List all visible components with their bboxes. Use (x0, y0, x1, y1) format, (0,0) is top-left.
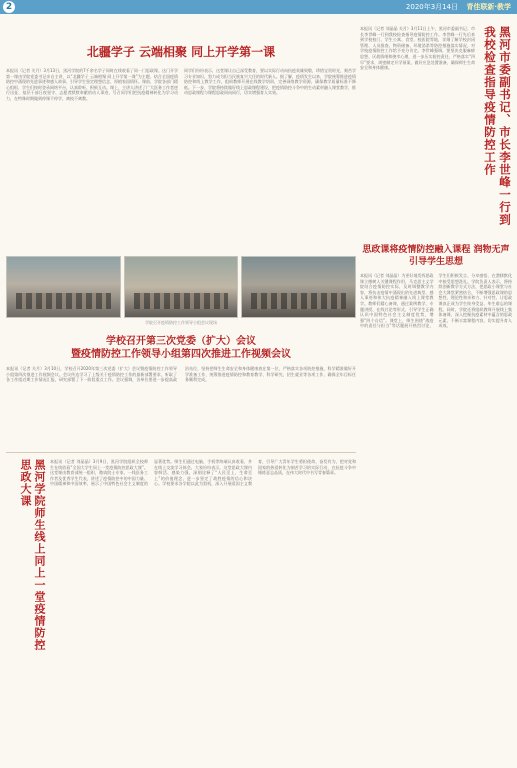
meeting-photo (124, 256, 239, 318)
article-title: 思政课将疫情防控融入课程 润物无声引导学生思想 (362, 245, 510, 267)
article-body-left: 本报讯（记者 关月）3月13日，黑河学院的7千余名学子同时在线收看了同一门思政课。这门开学第一课由学院党委书记亲自主讲，以“北疆学子 云端相聚 同上开学第一课”为主题，结合全国疫情防控中涌现的先进事迹和感人故事，引导学生坚定理想信念、厚植家国情怀。课前，学院各部门精心组织，学生们按时登录网络平台，认真聆听、积极互动。课上，主讲人讲述了广大医务工作者逆行出征、基层干部日夜坚守、志愿者默默奉献的动人事迹，号召同学们把抗疫精神转化为学习动力，在特殊时期做到停课不停学、离校不离教。 (6, 68, 178, 101)
main-column (6, 18, 356, 659)
article-title: 黑河市委副书记、市长李世峰一行到我校检查指导疫情防控工作 (483, 26, 512, 226)
issue-date: 2020年3月14日 (405, 3, 459, 11)
article-title: 学校召开第三次党委（扩大）会议 (106, 336, 256, 347)
right-column (360, 18, 512, 663)
article-body: 本报讯（记者 关月）3月10日，学校召开2020年第三次党委（扩大）会议暨疫情防控工作领导小组第四次推进工作视频会议。会议传达学习了上级关于疫情防控工作的最新部署要求，听取了各工作组近期工作情况汇报，研究部署了下一阶段重点工作。会议强调，各单位要进一步提高政治站位，坚持把师生生命安全和身体健康放在第一位，严格落实各项防控措施，科学精准做好开学准备工作，统筹推进疫情防控和教育教学、科学研究、招生就业等各项工作，确保全年目标任务顺利完成。 (6, 366, 356, 383)
article-body (6, 68, 356, 248)
meeting-photo (241, 256, 356, 318)
photo-caption: 学院召开疫情防控工作领导小组会议现场 (145, 320, 217, 325)
page-number: 2 (3, 1, 15, 13)
article-ideology-course (360, 244, 512, 663)
page-header (0, 0, 517, 14)
article-mayor-inspection (360, 26, 512, 236)
article-body-right: 同学们纷纷表示，这堂课让自己深受教育，要以实际行动向抗疫英雄致敬，珍惜宝贵时光，刻苦学习专业知识，努力成为担当民族复兴大任的时代新人。据了解，疫情发生以来，学院统筹推进疫情防控和线上教学工作，组织教师开展在线教学培训，完善网络教学资源，确保教学质量标准不降低。下一步，学院将持续做好线上思政课程建设，把疫情防控斗争中的生动素材融入课堂教学，推动思政课程与课程思政同向同行，切实增强育人实效。 (184, 68, 356, 96)
article-body: 本报讯（记者 刘晶晶）3月9日，黑河学院组织全校师生在线收看“全国大学生同上一堂疫情防控思政大课”。这堂课由教育部统一组织，邀请院士专家、一线医务工作者及优秀学生代表，讲述了疫情防控中的中国力量、中国精神和中国效率，展示了中国特色社会主义制度的显著优势。师生们通过电脑、手机等终端认真收看，并在线上交流学习体会。大家纷纷表示，这堂思政大课内容鲜活、感染力强，深刻诠释了“人民至上、生命至上”的价值理念，进一步坚定了战胜疫情的信心和决心。学校要求各学院以此为契机，深入开展爱国主义教育，引导广大青年学生勇担使命、奋发有为，把对党和国家的热爱转化为刻苦学习的实际行动，在抗疫斗争中锤炼意志品质，在伟大时代中书写青春篇章。 (50, 459, 356, 487)
header-info (406, 2, 511, 12)
article-title: 北疆学子 云端相聚 同上开学第一课 (86, 45, 276, 59)
article-subtitle: 暨疫情防控工作领导小组第四次推进工作视频会议 (71, 349, 291, 360)
meeting-photo (6, 256, 121, 318)
article-body: 本报讯（记者 刘晶晶）为更好地发挥思政课立德树人关键课程作用，马克思主义学院结合疫情防控实际，及时调整教学内容，将抗击疫情中涌现出的先进典型、感人事迹和伟大抗疫精神融入线上课堂教学。教师们精心备课，通过案例教学、专题讲授、在线讨论等形式，引导学生正确认识中国特色社会主义制度优势，增强“四个自信”。课堂上，师生围绕“战疫中的责任与担当”等话题展开热烈讨论，学生们积极发言、分享感悟，在潜移默化中接受思想洗礼。学院负责人表示，将持续创新教学方式方法，把思政小课堂与社会大课堂紧密结合，不断增强思政课的思想性、理论性和亲和力、针对性，让思政课真正成为学生终身受益、毕生难忘的课程。同时，学院还将组织教师开展线上集体备课，深入挖掘抗疫素材中蕴含的思政元素，不断丰富课程内容，切实提升育人成效。 (360, 273, 512, 329)
article-title: 黑河学院师生线上同上一堂疫情防控思政大课 (19, 459, 46, 651)
photo-row (6, 256, 356, 318)
article-body: 本报讯（记者 刘晶晶 关月）3月11日上午，黑河市委副书记、市长李世峰一行到我校检查指导疫情防控工作。李世峰一行先后来到学校校门、学生公寓、食堂、校医院等地，详细了解学校封闭管理、人员排查、物资储备、环境消杀等防控措施落实情况，对学校疫情防控工作给予充分肯定。李世峰强调，要坚决克服麻痹思想、厌战情绪和侥幸心理，进一步压实防控责任，严格落实“四早”要求，周密制定开学预案，做好应急处置准备，确保师生生命安全和身体健康。 (360, 26, 475, 71)
article-cloud-class (6, 44, 356, 248)
article-party-meeting (6, 335, 356, 444)
article-ideology-class (6, 452, 356, 659)
paper-name: 青佳联新·教学 (466, 3, 511, 11)
